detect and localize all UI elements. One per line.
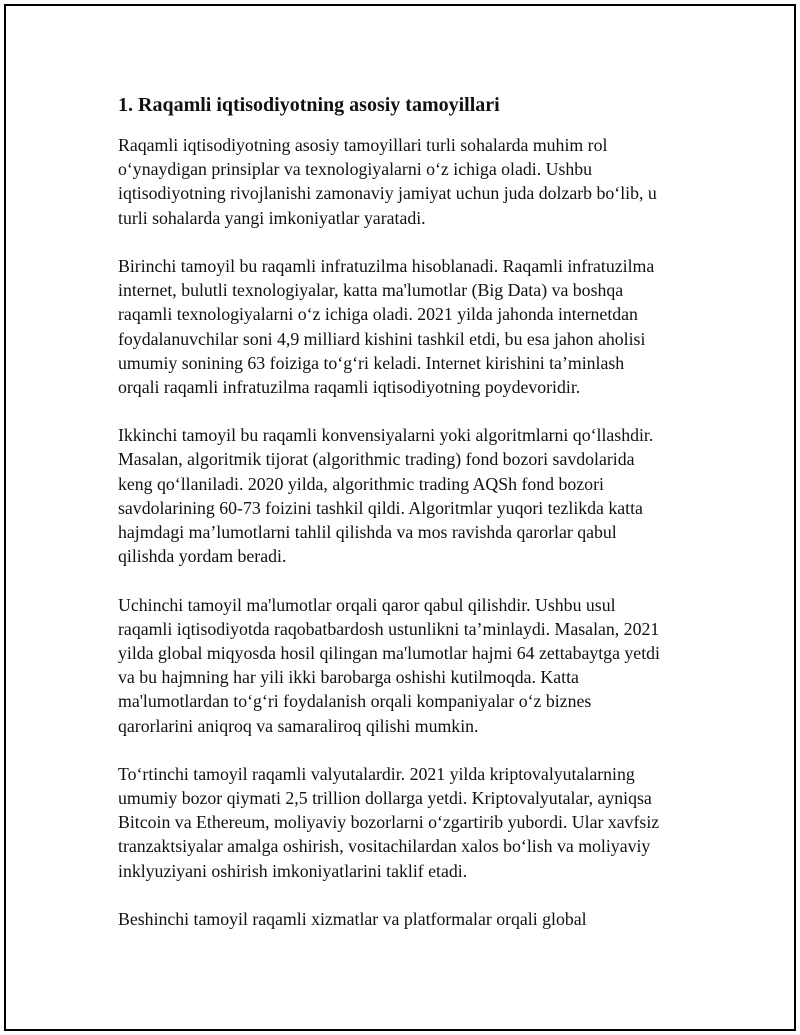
paragraph-third-principle [118,593,718,738]
text-line: umumiy bozor qiymati 2,5 trillion dollarga yetdi. Kriptovalyutalar, ayniqsa [118,788,652,809]
text-line: foydalanuvchilar soni 4,9 milliard kishini tashkil etdi, bu esa jahon aholisi [118,328,646,349]
text-line: yilda global miqyosda hosil qilingan ma'lumotlar hajmi 64 zettabaytga yetdi [118,642,660,663]
text-line: tranzaktsiyalar amalga oshirish, vositachilardan xalos bo‘lish va moliyaviy [118,836,651,857]
text-line: Birinchi tamoyil bu raqamli infratuzilma hisoblanadi. Raqamli infratuzilma [118,255,655,276]
text-line: turli sohalarda yangi imkoniyatlar yaratadi. [118,207,426,228]
text-line: Masalan, algoritmik tijorat (algorithmic trading) fond bozori savdolarida [118,449,635,470]
text-line: internet, bulutli texnologiyalar, katta ma'lumotlar (Big Data) va boshqa [118,280,624,301]
text-line: savdolarining 60-73 foizini tashkil qildi. Algoritmlar yuqori tezlikda katta [118,497,643,518]
text-line: keng qo‘llaniladi. 2020 yilda, algorithmic trading AQSh fond bozori [118,473,604,494]
text-line: raqamli iqtisodiyotda raqobatbardosh ustunlikni ta’minlaydi. Masalan, 2021 [118,618,660,639]
text-line: umumiy sonining 63 foiziga to‘g‘ri keladi. Internet kirishini ta’minlash [118,352,625,373]
text-line: o‘ynaydigan prinsiplar va texnologiyalarni o‘z ichiga oladi. Ushbu [118,159,593,180]
paragraph-second-principle [118,423,718,568]
document-body [118,91,718,955]
text-line: To‘rtinchi tamoyil raqamli valyutalardir. 2021 yilda kriptovalyutalarning [118,763,635,784]
text-line: raqamli texnologiyalarni o‘z ichiga oladi. 2021 yilda jahonda internetdan [118,304,638,325]
section-title: 1. Raqamli iqtisodiyotning asosiy tamoyillari [118,94,500,116]
text-line: orqali raqamli infratuzilma raqamli iqtisodiyotning poydevoridir. [118,376,581,397]
text-line: va bu hajmning har yili ikki barobarga oshishi kutilmoqda. Katta [118,667,579,688]
text-line: ma'lumotlardan to‘g‘ri foydalanish orqali kompaniyalar o‘z biznes [118,691,592,712]
text-line: Uchinchi tamoyil ma'lumotlar orqali qaror qabul qilishdir. Ushbu usul [118,594,616,615]
text-line: Ikkinchi tamoyil bu raqamli konvensiyalarni yoki algoritmlarni qo‘llashdir. [118,425,654,446]
text-line: hajmdagi ma’lumotlarni tahlil qilishda va mos ravishda qarorlar qabul [118,522,617,542]
paragraph-fifth-principle [118,907,718,931]
text-line: iqtisodiyotning rivojlanishi zamonaviy jamiyat uchun juda dolzarb bo‘lib, u [118,183,657,204]
paragraph-intro [118,133,718,230]
text-line: inklyuziyani oshirish imkoniyatlarini taklif etadi. [118,860,468,881]
paragraph-first-principle [118,254,718,399]
text-line: Beshinchi tamoyil raqamli xizmatlar va platformalar orqali global [118,909,587,929]
text-line: Raqamli iqtisodiyotning asosiy tamoyillari turli sohalarda muhim rol [118,135,608,155]
text-line: qarorlarini aniqroq va samaraliroq qilishi mumkin. [118,715,479,736]
paragraph-fourth-principle [118,762,718,883]
text-line: qilishda yordam beradi. [118,546,287,567]
text-line: Bitcoin va Ethereum, moliyaviy bozorlarni o‘zgartirib yubordi. Ular xavfsiz [118,812,660,833]
